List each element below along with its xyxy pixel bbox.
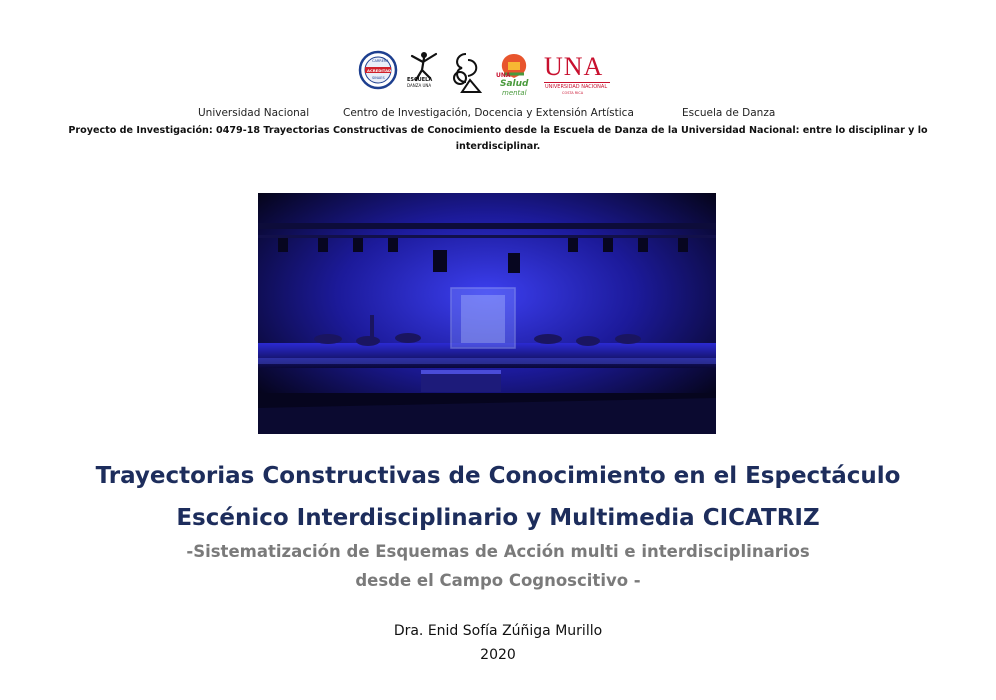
cidea-logo <box>448 50 486 96</box>
salud-mental-logo <box>494 50 534 98</box>
stage-photo <box>258 193 716 434</box>
una-brand-text: UNA <box>544 52 604 81</box>
escuela-danza-logo <box>406 50 442 90</box>
institution-universidad: Universidad Nacional <box>198 107 310 119</box>
salud-text: Salud <box>500 79 529 89</box>
stage-photo-illustration <box>258 193 716 434</box>
publication-year: 2020 <box>480 647 516 663</box>
una-caption: UNIVERSIDAD NACIONAL <box>545 84 608 90</box>
seal-text-middle: ACREDITADA <box>367 67 395 73</box>
seal-text-bottom: SINAES <box>372 76 385 80</box>
project-line-2: interdisciplinar. <box>455 141 541 152</box>
author-name: Dra. Enid Sofía Zúñiga Murillo <box>393 623 603 639</box>
una-rule <box>544 82 610 83</box>
salud-una-text: UNA <box>496 72 511 79</box>
institution-centro: Centro de Investigación, Docencia y Extensión Artística <box>343 107 634 119</box>
una-logo <box>544 54 616 98</box>
una-caption-country: COSTA RICA <box>562 91 584 95</box>
subtitle-line-2: desde el Campo Cognoscitivo - <box>355 571 641 590</box>
project-heading <box>50 123 946 155</box>
escuela-text: ESCUELA <box>407 77 433 83</box>
acreditada-seal-logo <box>358 50 398 90</box>
title-line-1: Trayectorias Constructivas de Conocimiento en el Espectáculo <box>95 463 901 489</box>
project-line-1: Proyecto de Investigación: 0479-18 Trayectorias Constructivas de Conocimiento desde la Escuela de Danza de la Universidad Nacional: entre lo disciplinar y lo <box>68 125 928 136</box>
cidea-text <box>472 51 475 52</box>
seal-text-top: CARRERA <box>372 59 389 63</box>
logo-strip <box>356 50 616 102</box>
danza-una-text: DANZA UNA <box>407 83 432 88</box>
institution-escuela: Escuela de Danza <box>682 107 776 119</box>
mental-text: mental <box>502 89 527 97</box>
title-line-2: Escénico Interdisciplinario y Multimedia CICATRIZ <box>176 505 820 531</box>
subtitle-line-1: -Sistematización de Esquemas de Acción multi e interdisciplinarios <box>186 542 810 561</box>
